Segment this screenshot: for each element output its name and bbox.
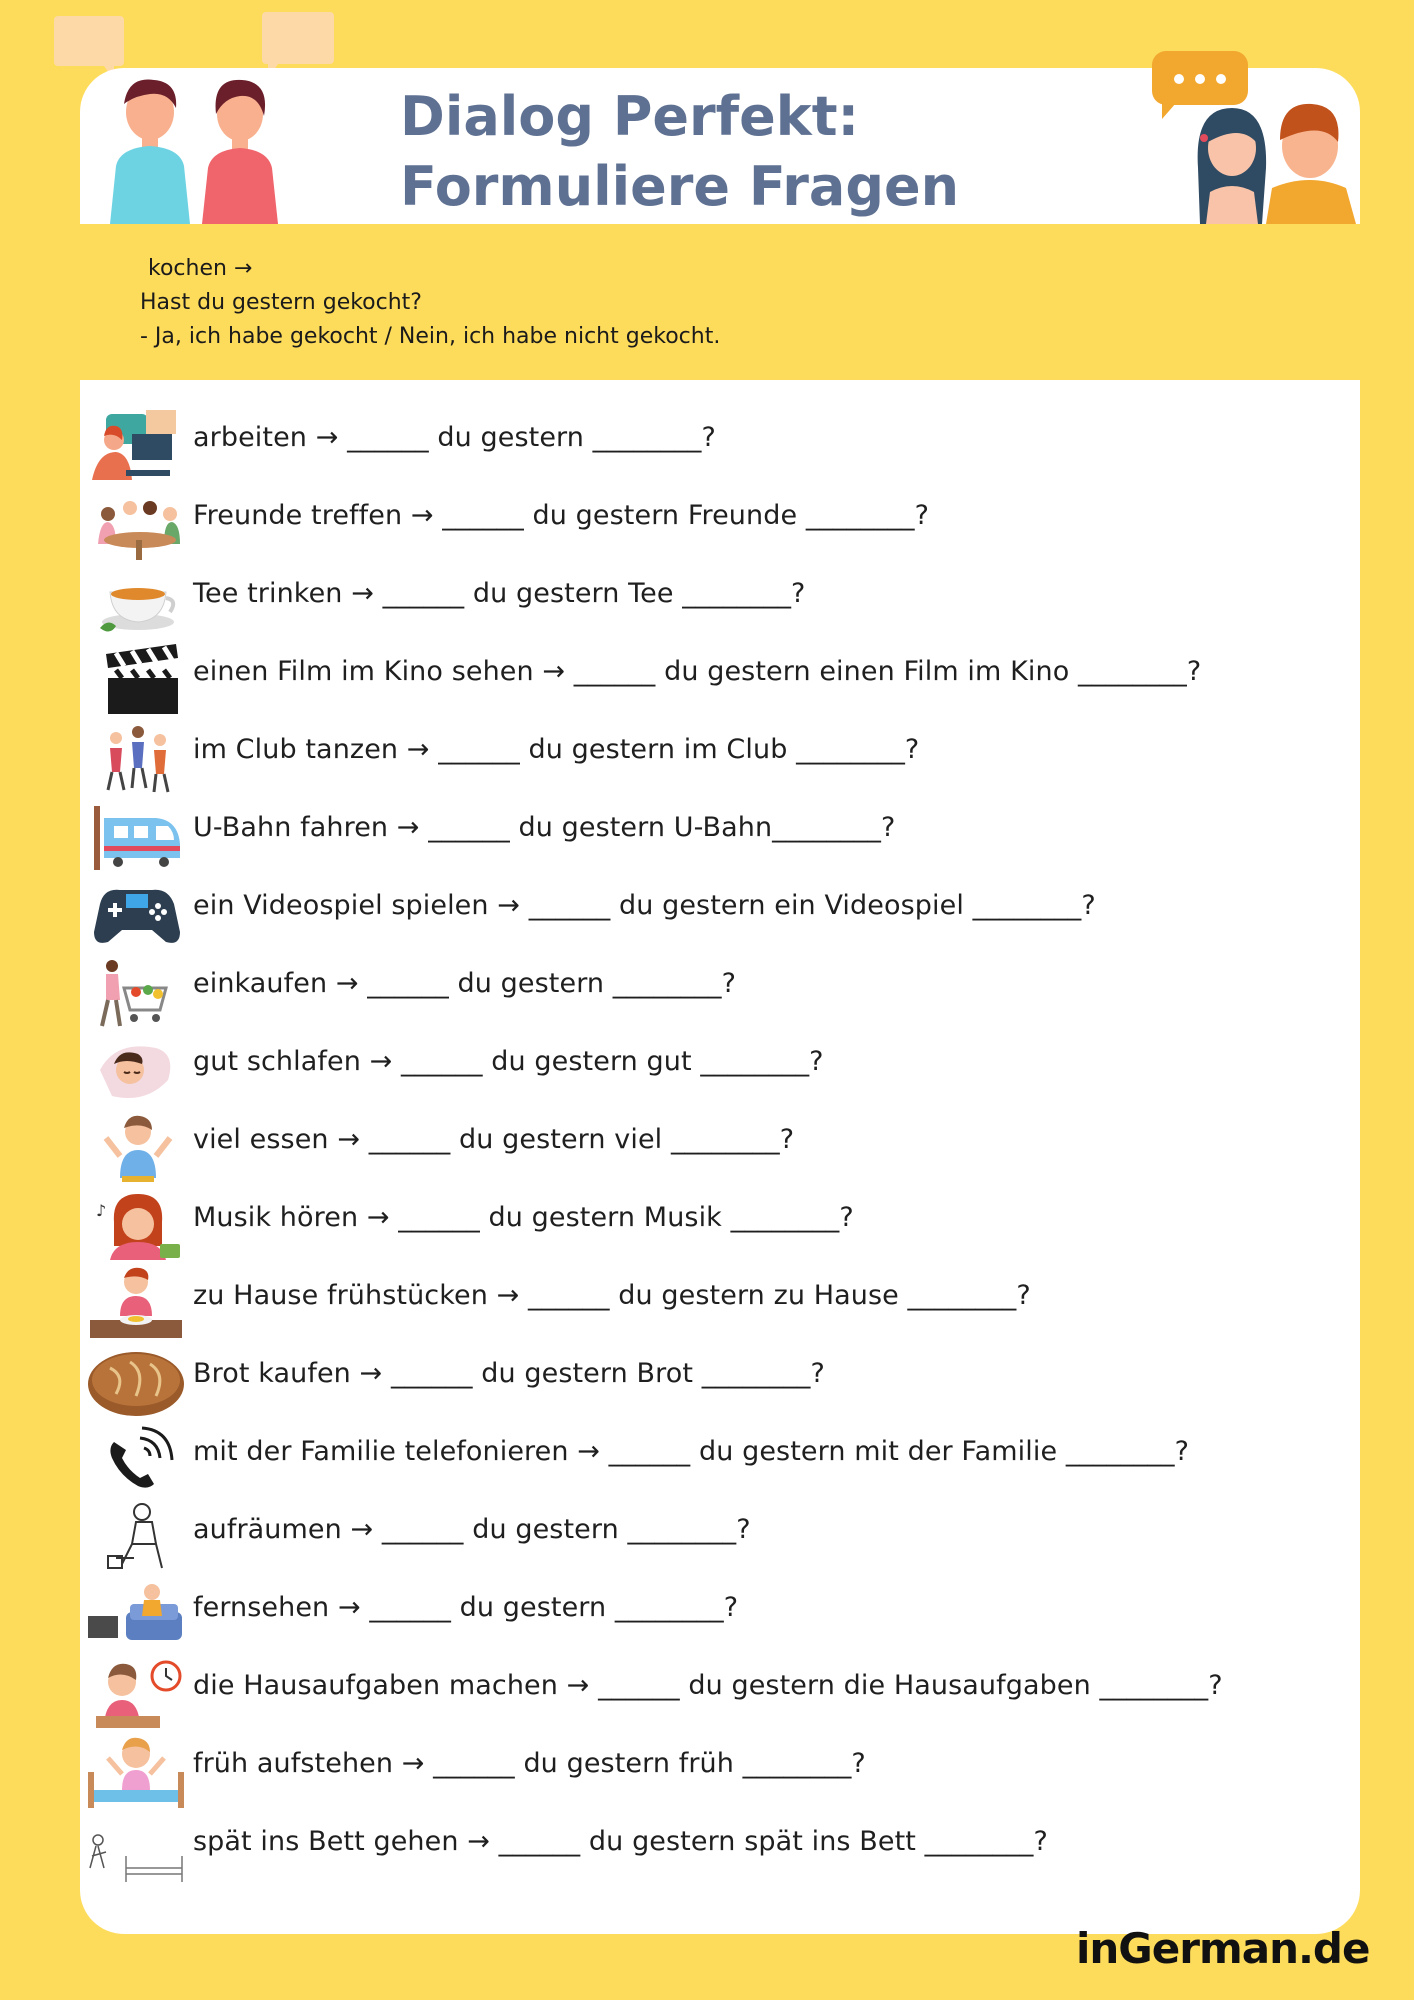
phone-icon xyxy=(86,1420,186,1498)
office-worker-icon xyxy=(86,406,186,484)
exercise-text: Tee trinken → ______ du gestern Tee ________? xyxy=(193,578,806,609)
exercise-row xyxy=(80,718,1360,796)
exercise-row xyxy=(80,484,1360,562)
chat-dot-icon xyxy=(1216,74,1226,84)
exercise-row xyxy=(80,1030,1360,1108)
exercise-text: mit der Familie telefonieren → ______ du gestern mit der Familie ________? xyxy=(193,1436,1190,1467)
shopping-cart-icon xyxy=(86,952,186,1030)
speech-bubble-left-icon xyxy=(54,16,124,66)
exercise-text: fernsehen → ______ du gestern ________? xyxy=(193,1592,739,1623)
exercise-text: U-Bahn fahren → ______ du gestern U-Bahn________? xyxy=(193,812,896,843)
brand-logo: inGerman.de xyxy=(1076,1924,1370,1973)
tea-cup-icon xyxy=(86,562,186,640)
train-icon xyxy=(86,796,186,874)
chat-dot-icon xyxy=(1174,74,1184,84)
bread-icon xyxy=(86,1342,186,1420)
exercise-row xyxy=(80,1342,1360,1420)
title-line-1: Dialog Perfekt: xyxy=(400,85,860,148)
exercise-row xyxy=(80,1810,1360,1888)
exercise-text: Brot kaufen → ______ du gestern Brot ________? xyxy=(193,1358,825,1389)
example-verb: kochen → xyxy=(148,256,253,281)
exercise-row xyxy=(80,874,1360,952)
gamepad-icon xyxy=(86,874,186,952)
music-listening-icon xyxy=(86,1186,186,1264)
example-answer: - Ja, ich habe gekocht / Nein, ich habe nicht gekocht. xyxy=(140,324,721,349)
exercise-row xyxy=(80,1654,1360,1732)
exercise-text: Freunde treffen → ______ du gestern Freunde ________? xyxy=(193,500,930,531)
tv-sofa-icon xyxy=(86,1576,186,1654)
exercise-text: zu Hause frühstücken → ______ du gestern zu Hause ________? xyxy=(193,1280,1031,1311)
friends-table-icon xyxy=(86,484,186,562)
exercise-row xyxy=(80,952,1360,1030)
exercise-text: ein Videospiel spielen → ______ du gestern ein Videospiel ________? xyxy=(193,890,1096,921)
svg-text:♪: ♪ xyxy=(96,1201,107,1220)
speech-bubble-right-icon xyxy=(262,12,334,64)
exercise-text: arbeiten → ______ du gestern ________? xyxy=(193,422,716,453)
exercise-text: früh aufstehen → ______ du gestern früh ________? xyxy=(193,1748,866,1779)
exercise-row xyxy=(80,1732,1360,1810)
exercise-text: die Hausaufgaben machen → ______ du gestern die Hausaufgaben ________? xyxy=(193,1670,1223,1701)
exercise-row xyxy=(80,1498,1360,1576)
breakfast-icon xyxy=(86,1264,186,1342)
exercise-text: gut schlafen → ______ du gestern gut ________? xyxy=(193,1046,824,1077)
exercise-text: aufräumen → ______ du gestern ________? xyxy=(193,1514,751,1545)
chat-dot-icon xyxy=(1195,74,1205,84)
example-question: Hast du gestern gekocht? xyxy=(140,290,422,315)
example-block xyxy=(140,252,720,354)
two-people-illustration-icon xyxy=(98,74,298,224)
exercise-row xyxy=(80,1264,1360,1342)
exercise-row xyxy=(80,562,1360,640)
page-title xyxy=(400,82,959,222)
waking-up-icon xyxy=(86,1732,186,1810)
exercise-text: viel essen → ______ du gestern viel ________? xyxy=(193,1124,795,1155)
clapperboard-icon xyxy=(86,640,186,718)
exercise-row xyxy=(80,796,1360,874)
exercise-text: im Club tanzen → ______ du gestern im Club ________? xyxy=(193,734,920,765)
exercise-text: spät ins Bett gehen → ______ du gestern spät ins Bett ________? xyxy=(193,1826,1048,1857)
exercise-row xyxy=(80,1576,1360,1654)
sleeping-person-icon xyxy=(86,1030,186,1108)
exercise-row xyxy=(80,406,1360,484)
exercise-text: einkaufen → ______ du gestern ________? xyxy=(193,968,737,999)
exercise-row xyxy=(80,1186,1360,1264)
exercise-card xyxy=(80,380,1360,1934)
bed-icon xyxy=(86,1810,186,1888)
title-line-2: Formuliere Fragen xyxy=(400,155,960,218)
cleaning-icon xyxy=(86,1498,186,1576)
homework-clock-icon xyxy=(86,1654,186,1732)
exercise-text: einen Film im Kino sehen → ______ du gestern einen Film im Kino ________? xyxy=(193,656,1202,687)
exercise-row xyxy=(80,1420,1360,1498)
dancing-people-icon xyxy=(86,718,186,796)
exercise-text: Musik hören → ______ du gestern Musik ________? xyxy=(193,1202,854,1233)
chat-bubble-icon xyxy=(1152,51,1248,105)
exercise-row xyxy=(80,640,1360,718)
exercise-row xyxy=(80,1108,1360,1186)
eating-child-icon xyxy=(86,1108,186,1186)
